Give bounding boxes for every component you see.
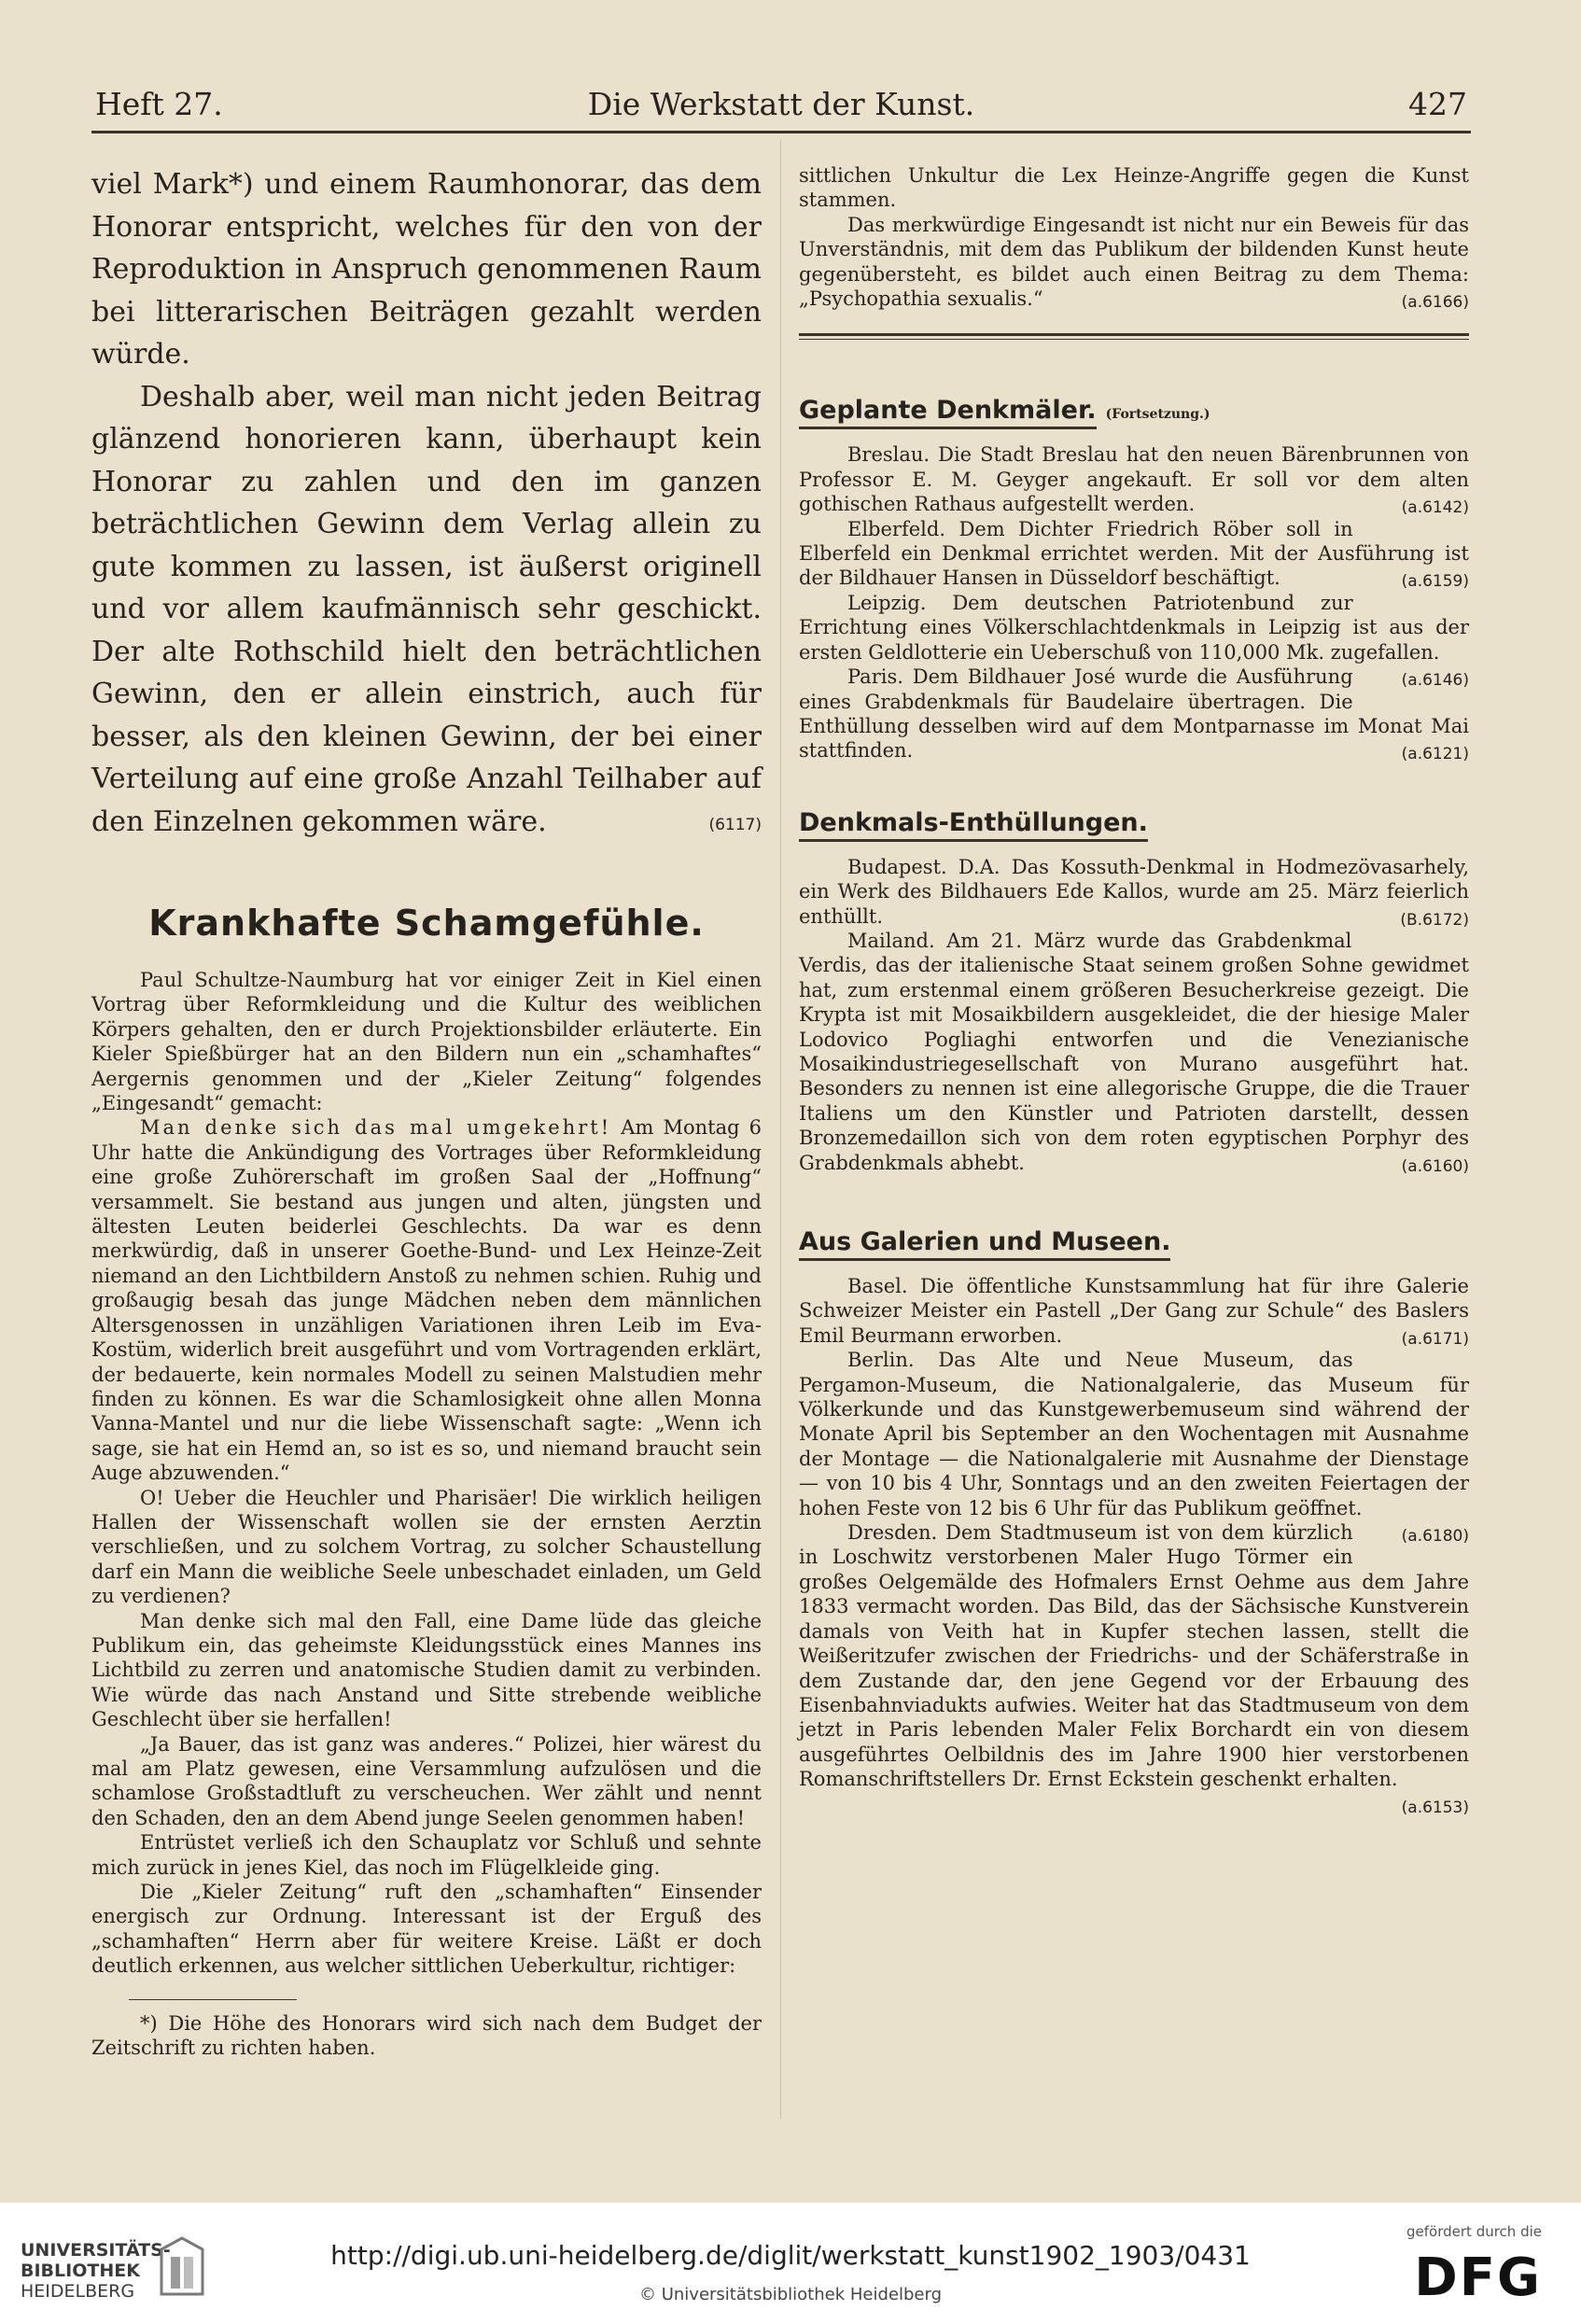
entry-reference: (B.6172) [1400, 910, 1469, 930]
list-item [799, 1348, 1469, 1547]
entry-reference: (a.6146) [1401, 671, 1469, 691]
entry-reference: (a.6180) [1401, 1527, 1469, 1547]
entry-reference: (a.6160) [1401, 1156, 1469, 1176]
article-paragraph-7: Die „Kieler Zeitung“ ruft den „schamhaften“ Einsender energisch zur Ordnung. Interessant ist der Erguß des „schamhaften“ Herrn aber für weitere Kreise. Läßt er doch deutlich erkennen, aus welcher sittlichen Ueberkultur, richtiger: [91, 1881, 762, 1978]
funding-note: gefördert durch die [1406, 2223, 1542, 2240]
entry-text: Mailand. Am 21. März wurde das Grabdenkmal Verdis, das der italienische Staat seinem großen Sohne gewidmet hat, zum erstenmal einem größeren Besucherkreise gezeigt. Die Krypta ist mit Mosaikbildern ausgekleidet, die der hiesige Maler Lodovico Pogliaghi entworfen und die Venezianische Mosaikindustriegesellschaft von Murano ausgeführt hat. Besonders zu nennen ist eine allegorische Gruppe, die die Trauer Italiens um den Künstler und Patrioten darstellt, dessen Bronzemedaillon sich von dem roten egyptischen Porphyr des Grabdenkmals abhebt. [799, 929, 1469, 1174]
entry-text: Budapest. D.A. Das Kossuth-Denkmal in Hodmezövasarhely, ein Werk des Bildhauers Ede Kallos, wurde am 25. März feierlich enthüllt. [799, 855, 1469, 928]
entry-reference: (a.6159) [1401, 572, 1469, 592]
list-item [799, 591, 1469, 691]
intro-paragraph-2-text: Deshalb aber, weil man nicht jeden Beitrag glänzend honorieren kann, überhaupt kein Honorar zu zahlen und den im ganzen beträchtlichen Gewinn dem Verlag allein zu gute kommen zu lassen, ist äußerst originell und vor allem kaufmännisch sehr geschickt. Der alte Rothschild hielt den beträchtlichen Gewinn, den er allein einstrich, auch für besser, als den kleinen Gewinn, der bei einer Verteilung auf eine große Anzahl Teilhaber auf den Einzelnen gekommen wäre. [91, 380, 762, 838]
article-paragraph-3: O! Ueber die Heuchler und Pharisäer! Die wirklich heiligen Hallen der Wissenschaft wollen sie der ernsten Aerztin verschließen, und zu solchem Vortrag, zu solcher Schaustellung darf ein Mann die weibliche Seele unbeschadet einladen, um Geld zu verdienen? [91, 1486, 762, 1608]
article-paragraph-2 [91, 1115, 762, 1485]
left-column [91, 163, 762, 2060]
article-title: Krankhafte Schamgefühle. [148, 903, 705, 944]
continuation-paragraph-1: sittlichen Unkultur die Lex Heinze-Angriffe gegen die Kunst stammen. [799, 164, 1469, 212]
intro-paragraph-1: viel Mark*) und einem Raumhonorar, das dem Honorar entspricht, welches für den von der Reproduktion in Anspruch genommenen Raum bei litterarischen Beiträgen gezahlt werden würde. [91, 168, 762, 371]
list-item [799, 1520, 1469, 1817]
section-heading-row [799, 396, 1469, 429]
logo-line-3: HEIDELBERG [21, 2281, 135, 2302]
section-heading: Aus Galerien und Museen. [799, 1227, 1170, 1261]
list-item [799, 442, 1469, 516]
section-heading: Geplante Denkmäler. [799, 396, 1097, 429]
section-denkmals-enthuellungen [799, 808, 1469, 1175]
section-heading-row [799, 808, 1469, 842]
list-item [799, 855, 1469, 929]
section-heading: Denkmals-Enthüllungen. [799, 808, 1148, 842]
entry-text: Berlin. Das Alte und Neue Museum, das Pergamon-Museum, die Nationalgalerie, das Museum für Völkerkunde und das Kunstgewerbemuseum sind während der Monate April bis September an den Wochentagen mit Ausnahme der Montage — die Nationalgalerie mit Ausnahme der Dienstage — von 10 bis 4 Uhr, Sonntags und an den zweiten Feiertagen der hohen Feste von 12 bis 6 Uhr für das Publikum geöffnet. [799, 1349, 1469, 1519]
entry-text: Leipzig. Dem deutschen Patriotenbund zur Errichtung eines Völkerschlachtdenkmals in Leipzig ist aus der ersten Geldlotterie ein Ueberschuß von 110,000 Mk. zugefallen. [799, 591, 1469, 664]
continuation-paragraph-2 [799, 213, 1469, 312]
intro-paragraph-2 [91, 376, 762, 844]
entry-text: Elberfeld. Dem Dichter Friedrich Röber soll in Elberfeld ein Denkmal errichtet werden. Mit der Ausführung ist der Bildhauer Hansen in Düsseldorf beschäftigt. [799, 517, 1469, 590]
header-issue: Heft 27. [95, 86, 223, 122]
article-paragraph-1: Paul Schultze-Naumburg hat vor einiger Zeit in Kiel einen Vortrag über Reformkleidung und die Kultur des weiblichen Körpers gehalten, den er durch Projektionsbilder erläuterte. Ein Kieler Spießbürger hat an den Bildern nun ein „schamhaftes“ Aergernis genommen und der „Kieler Zeitung“ folgendes „Eingesandt“ gemacht: [91, 969, 762, 1115]
entry-text: Basel. Die öffentliche Kunstsammlung hat für ihre Galerie Schweizer Meister ein Pastell „Der Gang zur Schule“ des Baslers Emil Beurmann erworben. [799, 1275, 1469, 1347]
logo-line-2: BIBLIOTHEK [21, 2261, 140, 2281]
list-item [799, 1274, 1469, 1348]
article-spaced-phrase: Man denke sich das mal umgekehrt! [140, 1116, 612, 1140]
article-paragraph-5: „Ja Bauer, das ist ganz was anderes.“ Polizei, hier wärest du mal am Platz gewesen, eine Versammlung aufzulösen und die schamlose Großstadtluft zu verscheuchen. Wer zählt und nennt den Schaden, den an dem Abend junge Seelen genommen haben! [91, 1732, 762, 1829]
column-divider [780, 140, 781, 2119]
entry-reference: (a.6171) [1401, 1329, 1469, 1349]
header-rule [91, 131, 1471, 133]
entry-text: Paris. Dem Bildhauer José wurde die Ausführung eines Grabdenkmals für Baudelaire übertragen. Die Enthüllung desselben wird auf dem Montparnasse im Monat Mai stattfinden. [799, 665, 1469, 763]
section-heading-note: (Fortsetzung.) [1105, 407, 1210, 423]
footnote: *) Die Höhe des Honorars wird sich nach dem Budget der Zeitschrift zu richten haben. [91, 2011, 762, 2060]
footnote-rule [129, 1999, 297, 2000]
section-galerien-museen [799, 1227, 1469, 1817]
article-paragraph-2-text: Am Montag 6 Uhr hatte die Ankündigung des Vortrages über Reformkleidung eine große Zuhörerschaft im großen Saal der „Hoffnung“ versammelt. Sie bestand aus jungen und alten, jüngsten und ältesten Leuten beiderlei Geschlechts. Da war es denn merkwürdig, daß in unserer Goethe-Bund- und Lex Heinze-Zeit niemand an den Lichtbildern Anstoß zu nehmen schien. Ruhig und großaugig besah das junge Mädchen neben dem männlichen Altersgenossen in unzähligen Variationen ihren Leib im Eva-Kostüm, widerlich breit ausgeführt und vom Vortragenden erklärt, der bedauerte, kein normales Modell zu seinen Malstudien mehr finden zu können. Es war die Schamlosigkeit ohne allen Monna Vanna-Mantel und nur die liebe Wissenschaft sagte: „Wenn ich sage, sie hat ein Hemd an, so ist es so, und niemand braucht sein Auge abzuwenden.“ [91, 1116, 763, 1485]
article-paragraph-4: Man denke sich mal den Fall, eine Dame lüde das gleiche Publikum ein, das geheimste Kleidungsstück eines Mannes ins Lichtbild zu zerren und anatomische Studien damit zu verbinden. Wie würde das nach Anstand und Sitte strebende weibliche Geschlecht über sie herfallen! [91, 1609, 762, 1731]
article-paragraph-6: Entrüstet verließ ich den Schauplatz vor Schluß und sehnte mich zurück in jenes Kiel, das noch im Flügelkleide ging. [91, 1831, 762, 1879]
section-geplante-denkmaeler [799, 396, 1469, 763]
intro-reference: (6117) [708, 815, 762, 834]
entry-reference: (a.6121) [1401, 745, 1469, 764]
list-item [799, 517, 1469, 591]
section-double-rule [799, 333, 1469, 340]
digitization-footer [0, 2203, 1581, 2324]
page-header [91, 86, 1471, 131]
section-heading-row [799, 1227, 1469, 1261]
list-item [799, 929, 1469, 1175]
entry-text: Dresden. Dem Stadtmuseum ist von dem kürzlich in Loschwitz verstorbenen Maler Hugo Törmer ein großes Oelgemälde des Hofmalers Ernst Oehme aus dem Jahre 1833 vermacht worden. Das Bild, das der Sächsische Kunstverein damals von Veith hat in Kupfer stechen lassen, stellt die Weißeritzufer zwischen der Friedrichs- und der Schäferstraße in dem Zustande dar, den jene Gegend vor der Erbauung des Eisenbahnviadukts aufwies. Weiter hat das Stadtmuseum von dem jetzt in Paris lebenden Maler Felix Borchardt ein von diesem ausgeführtes Oelbildnis des im Jahre 1900 hier verstorbenen Romanschriftstellers Dr. Ernst Eckstein geschenkt erhalten. [799, 1521, 1469, 1791]
header-page-number: 427 [1408, 86, 1467, 122]
header-journal-title: Die Werkstatt der Kunst. [587, 86, 975, 122]
entry-text: Breslau. Die Stadt Breslau hat den neuen Bärenbrunnen von Professor E. M. Geyger angekauft. Er soll vor dem alten gothischen Rathaus aufgestellt werden. [799, 443, 1469, 516]
entry-reference: (a.6153) [1401, 1798, 1469, 1817]
entry-reference: (a.6142) [1401, 498, 1469, 518]
permalink-url[interactable]: http://digi.ub.uni-heidelberg.de/diglit/werkstatt_kunst1902_1903/0431 [330, 2240, 1251, 2271]
dfg-logo: DFG [1414, 2247, 1542, 2308]
right-column [799, 163, 1469, 1820]
continuation-reference: (a.6166) [1401, 293, 1469, 313]
copyright-notice: © Universitätsbibliothek Heidelberg [638, 2285, 942, 2304]
logo-line-1: UNIVERSITÄTS- [21, 2240, 171, 2261]
continuation-paragraph-2-text: Das merkwürdige Eingesandt ist nicht nur ein Beweis für das Unverständnis, mit dem das Publikum der bildenden Kunst heute gegenübersteht, es bildet auch einen Beitrag zu dem Thema: „Psychopathia sexualis.“ [799, 213, 1469, 311]
